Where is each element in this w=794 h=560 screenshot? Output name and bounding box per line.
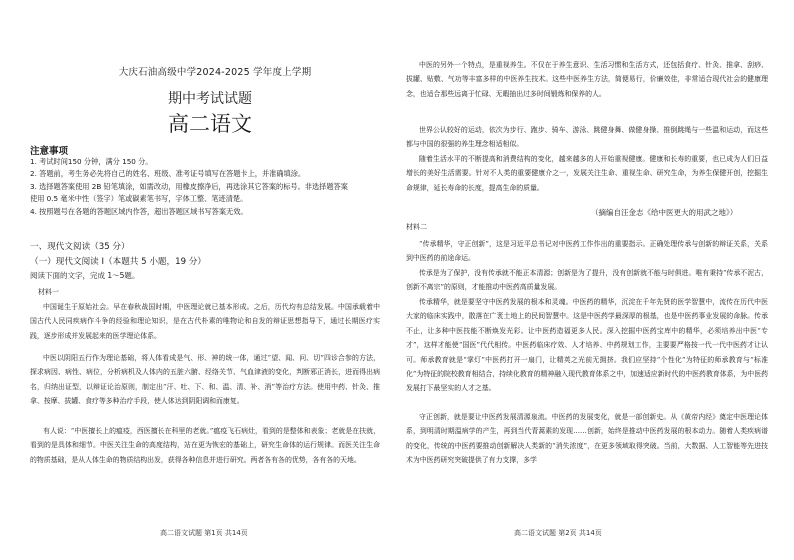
material-label: 材料一 (38, 288, 59, 296)
note-item: 2. 答题前，考生务必先将自己的姓名、班级、准考证号填写在答题卡上，并准确填涂。 (30, 169, 306, 179)
paragraph: 中国诞生于原始社会。早在春秋战国时期，中医理论就已基本形成。之后，历代均有总结发展。中国承载着中国古代人民同疾病作斗争的经验和理论知识，是在古代朴素的唯物论和自发的辩证思想指导下，通过长期医疗实践，逐步形成并发展起来的医学理论体系。 (30, 303, 380, 340)
paragraph: 传承精华，就是要坚守中医药发展的根本和灵魂。中医药的精华，沉淀在千年先贤的医学智慧中，流传在历代中医大家的临床实践中，散落在广袤土地上的民间智慧中。这是中医药学最深厚的根基，也是中医药事业发展的命脉。传承不止，让多种中医技能不断焕发光彩。让中医药造福更多人民。深入挖掘中医药宝库中的精华，必须培养出中医“专才”，这样才能使“国医”代代相传。中医药临床疗效、人才培养、中药规划工作，主要要严格按一代一代中医药才让认可。师承教育就是“掌灯”中医药打开一扇门，让精英之光前无拥挤。我们应坚持“个性化”为特征的师承教育与“标准化”为特征的院校教育相结合，持续化教育的精神融入现代教育体系之中，加速适应新时代的中医药教育体系，为中医药发展打下最坚实的人才之基。 (406, 298, 768, 393)
page-footer: 高二语文试题 第2页 共14页 (514, 529, 602, 537)
notes-heading: 注意事项 (30, 146, 69, 157)
note-item: 1. 考试时间150 分钟，满分 150 分。 (30, 157, 153, 166)
paragraph: “传承精华，守正创新”，这是习近平总书记对中医药工作作出的重要指示。正确处理传承与创新的辩证关系，关系到中医药的前途命运。 (406, 240, 768, 263)
paragraph: 世界公认较好的运动，依次为步行、跑步、骑车、游泳、跳健身舞、做健身操、推倒跳绳与一些温和运动，而这些都与中国的很强的养生理念相适相似。 (406, 126, 768, 149)
paragraph: 有人说：“中医擅长上的瘟疫，西医擅长在科里的老就。”瘟疫飞石病灶，看到的是整体和表象；老就是在扶就，看到的是具体和细节。中医关注生命的高度结构，站在更为恢宏的基础上，研究生命体的运行规律。而医关注生命的物质基础，是从人体生命的物质结构出发，获得各种信息并进行研究。两者各有各的优势，各有各的天地。 (30, 427, 380, 464)
paragraph: 中医以阴阳五行作为理论基础，将人体看成是气、形、神的统一体，通过“望、闻、问、切”四诊合参的方法，探求病因、病性、病位，分析病机及人体内的五脏六腑、经络关节、气血津液的变化，判断邪正消长，进而得出病名，归纳出证型，以辩证论治原则，制定出“汗、吐、下、和、温、清、补、消”等治疗方法。使用中药、针灸、推拿、按摩、拔罐、食疗等多种治疗手段，使人体达到阴阳调和而康复。 (30, 354, 380, 405)
right-page (406, 0, 768, 560)
note-item: 4. 按照题号在各题的答题区域内作答，超出答题区域书写答案无效。 (30, 206, 248, 216)
paragraph: 守正创新，就是要让中医药发展清源泉流。中医药的发展变化，就是一部创新史。从《黄帝内经》奠定中医理论体系，到明清时期温病学的产生，再到当代青蒿素的发现……创新，始终是推动中医药发展的根本动力。随着人类疾病谱的变化，传统的中医药要推动创新解决人类新的“消失浓度”，在更多领域取得突破。当前，大数据、人工智能等先进技术为中医药研究突破提供了有力支撑，多学 (406, 413, 768, 465)
section-heading: 一、现代文阅读（35 分） (30, 242, 130, 252)
paragraph: 中医的另外一个特点，是重视养生。不仅在于养生意识、生活习惯和生活方式，还包括食疗、针灸、推拿、刮痧、拔罐、贴敷、气功等丰富多样的中医养生技术。这些中医养生方法，简便易行，价廉效佳，非常适合现代社会的健康理念，也适合那些远离于忙碌、无暇抽出过多时间锻炼和保养的人。 (406, 61, 768, 98)
note-item: 3. 选择题答案使用 2B 铅笔填涂，如需改动，用橡皮擦净后，再选涂其它答案的标号。非选择题答案 (30, 181, 348, 191)
left-page (30, 0, 385, 560)
paragraph: 传承是为了保护，没有传承就不能正本清源；创新是为了提升，没有创新就不能与时俱进。唯有秉持“传承不泥古，创新不离宗”的原则，才能推动中医药高质量发展。 (406, 269, 768, 292)
reading-instruction: 阅读下面的文字，完成 1～5题。 (30, 271, 140, 280)
page-footer: 高二语文试题 第1页 共14页 (160, 529, 248, 537)
subsection-heading: （一）现代文阅读 Ⅰ（本题共 5 小题，19 分） (30, 257, 206, 267)
exam-title: 期中考试试题 (168, 91, 252, 107)
source-citation: （摘编自汪金志《给中医更大的用武之地》） (591, 208, 738, 217)
school-name: 大庆石油高级中学2024-2025 学年度上学期 (118, 67, 312, 78)
material-label: 材料二 (406, 223, 427, 231)
subject-title: 高二语文 (168, 112, 252, 136)
paragraph: 随着生活水平的不断提高和消费结构的变化，越来越多的人开始重视健康。健康和长寿的重要，也已成为人们日益增长的美好生活需要。针对不人类的重要健康介之一，发展关注生命、重视生命、研究生命，为养生保健开创，挖掘生命规律，延长寿命的长度，提高生命的质量。 (406, 155, 768, 192)
notes-list (30, 156, 380, 218)
note-item: 使用 0.5 毫米中性（签字）笔或碳素笔书写，字体工整、笔迹清楚。 (30, 194, 248, 204)
